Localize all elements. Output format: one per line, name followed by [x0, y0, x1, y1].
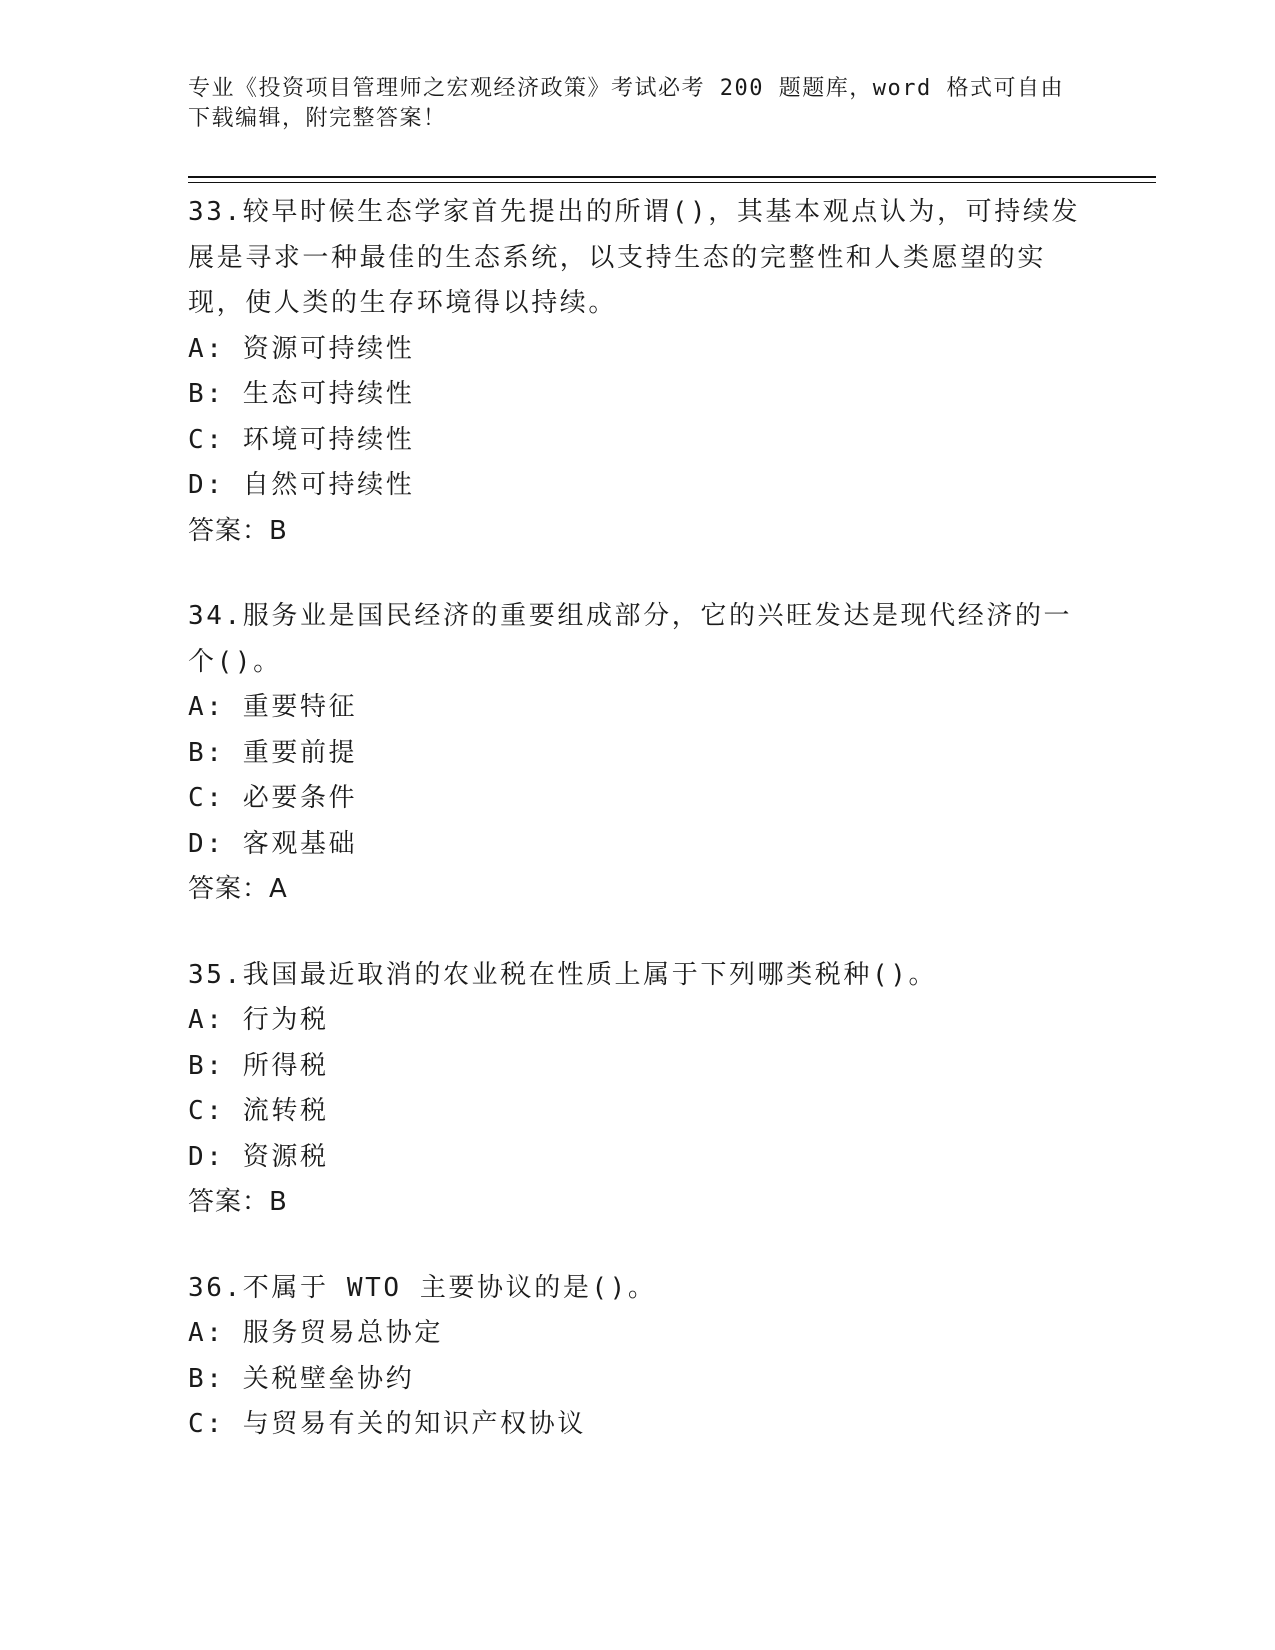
question-34 — [188, 594, 1088, 913]
question-36 — [188, 1266, 1088, 1448]
option-a: A: 行为税 — [188, 1005, 329, 1035]
question-33 — [188, 190, 1088, 554]
document-header-note — [188, 74, 1068, 134]
option-b: B: 所得税 — [188, 1050, 329, 1081]
option-b: B: 生态可持续性 — [188, 379, 415, 409]
option-b: B: 关税壁垒协约 — [188, 1363, 415, 1394]
header-note-line-2: 下载编辑，附完整答案！ — [188, 106, 447, 131]
option-c: C: 环境可持续性 — [188, 424, 415, 455]
option-a: A: 服务贸易总协定 — [188, 1318, 443, 1348]
option-d: D: 客观基础 — [188, 828, 358, 859]
question-list — [188, 190, 1088, 1488]
answer-line: 答案：B — [188, 1187, 288, 1217]
question-text: 34.服务业是国民经济的重要组成部分，它的兴旺发达是现代经济的一个()。 — [188, 601, 1073, 677]
option-c: C: 必要条件 — [188, 783, 358, 813]
option-d: D: 资源税 — [188, 1141, 329, 1172]
option-a: A: 重要特征 — [188, 692, 358, 722]
question-text: 35.我国最近取消的农业税在性质上属于下列哪类税种()。 — [188, 959, 938, 990]
option-c: C: 与贸易有关的知识产权协议 — [188, 1409, 586, 1439]
header-divider-thin — [188, 182, 1156, 183]
option-c: C: 流转税 — [188, 1096, 329, 1126]
answer-line: 答案：B — [188, 515, 288, 546]
option-d: D: 自然可持续性 — [188, 470, 415, 500]
option-b: B: 重要前提 — [188, 737, 358, 768]
option-a: A: 资源可持续性 — [188, 333, 415, 364]
question-text: 33.较早时候生态学家首先提出的所谓()，其基本观点认为，可持续发展是寻求一种最佳的生态系统，以支持生态的完整性和人类愿望的实现，使人类的生存环境得以持续。 — [188, 197, 1081, 318]
header-divider-thick — [188, 176, 1156, 178]
header-note-line-1: 专业《投资项目管理师之宏观经济政策》考试必考 200 题题库，word 格式可自由 — [188, 76, 1064, 101]
question-35 — [188, 953, 1088, 1226]
answer-line: 答案：A — [188, 874, 288, 904]
question-text: 36.不属于 WTO 主要协议的是()。 — [188, 1272, 657, 1303]
